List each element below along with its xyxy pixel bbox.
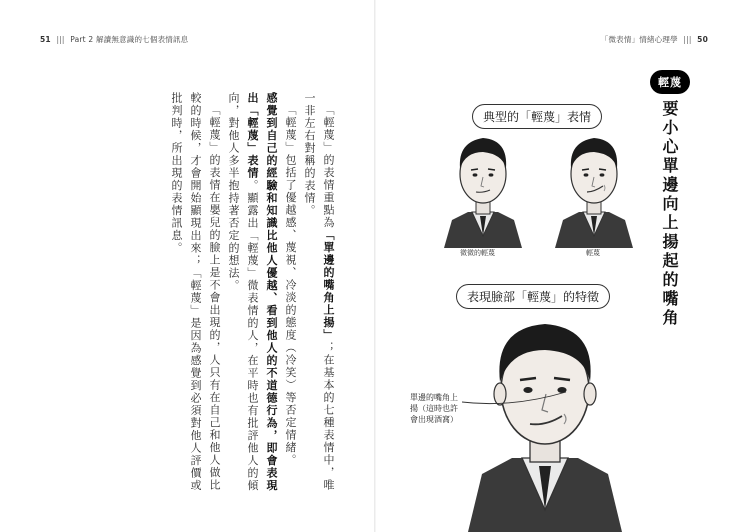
- slight-contempt-face-illustration: [438, 124, 528, 248]
- right-running-header: [601, 34, 708, 45]
- left-running-header: [40, 34, 188, 45]
- section-vertical-title: 要小心單邊向上揚起的嘴角: [660, 100, 679, 328]
- paragraph-1: [300, 92, 338, 502]
- left-header-bars: |||: [56, 35, 65, 44]
- para4-text: 「輕蔑」的表情在嬰兒的臉上是不會出現的，人只有在自己和他人做比較的時候，才會開始顯現出來；「輕蔑」是因為感覺到必須對他人評價或批判時，所出現的表情訊息。: [170, 92, 221, 492]
- mouth-corner-annotation: 單邊的嘴角上 揚（這時也許 會出現酒窩）: [410, 393, 458, 424]
- para2-text: 「輕蔑」包括了優越感、蔑視、冷淡的態度（冷笑）等否定情緒。: [284, 104, 297, 467]
- para1-bold: 「單邊的嘴角上揚」: [322, 229, 335, 342]
- annotation-pointer-line: [462, 388, 572, 412]
- page-gutter: [374, 0, 376, 532]
- para1-start: 「輕蔑」的表情重點為: [322, 104, 335, 229]
- left-header-title: Part 2 解讀無意識的七個表情訊息: [70, 35, 189, 44]
- section-badge: 輕蔑: [650, 70, 690, 94]
- paragraph-3: [224, 92, 281, 502]
- paragraph-4: [167, 92, 224, 502]
- para3-bold: 感覺到自己的經驗和知識比他人優越、看到他人的不道德行為，即會表現出「輕蔑」表情: [246, 92, 278, 492]
- caption-typical-expression: 典型的「輕蔑」表情: [472, 104, 602, 129]
- left-page-body: [148, 92, 338, 502]
- left-page-number: 51: [40, 35, 51, 44]
- para1-end: ；在基本的七種表情中，唯一非左右對稱的表情。: [303, 92, 335, 492]
- contempt-features-face-illustration: [460, 306, 630, 532]
- right-header-title: 「微表情」情緒心理學: [600, 35, 678, 44]
- label-contempt: 輕蔑: [586, 249, 600, 257]
- paragraph-2: [281, 92, 300, 502]
- right-page-number: 50: [697, 35, 708, 44]
- right-header-bars: |||: [683, 35, 692, 44]
- caption-contempt-features: 表現臉部「輕蔑」的特徵: [456, 284, 610, 309]
- para3-end: 。顯露出「輕蔑」微表情的人，在平時也有批評他人的傾向，對他人多半抱持著否定的想法。: [227, 92, 259, 492]
- label-slight-contempt: 微微的輕蔑: [460, 249, 495, 257]
- contempt-face-illustration: [549, 124, 639, 248]
